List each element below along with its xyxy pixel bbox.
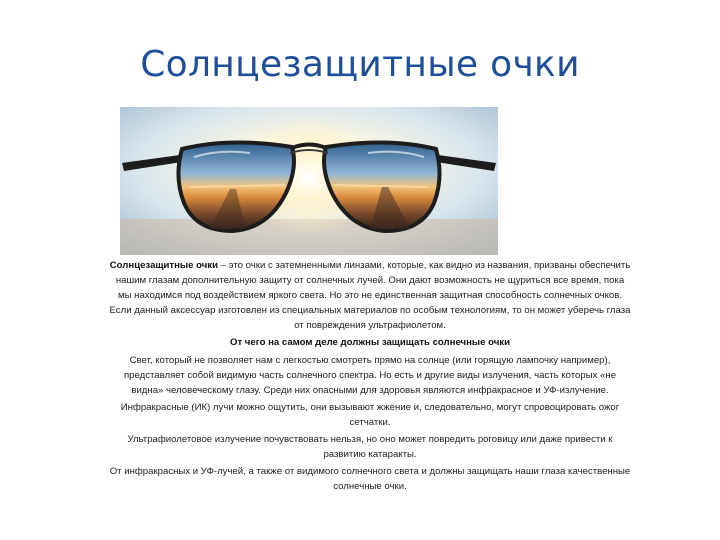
- sunglasses-photo-icon: [120, 107, 498, 255]
- section-subheading: [108, 335, 632, 350]
- intro-paragraph: [108, 258, 632, 333]
- subheading-text: От чего на самом деле должны защищать солнечные очки: [229, 337, 510, 349]
- paragraph-visible-light: Свет, который не позволяет нам с легкостью смотреть прямо на солнце (или горящую лампочку например), представляет собой видимую часть солнечного спектра. Но есть и другие виды излучения, часть которых «не видна» человеческому глазу. Среди них опасными для здоровья являются инфракрасное и УФ-излучение.: [123, 354, 617, 396]
- paragraph-ultraviolet: Ультрафиолетовое излучение почувствовать нельзя, но оно может повредить роговицу или даже привести к развитию катаракты.: [127, 434, 613, 461]
- slide-title: Солнцезащитные очки: [140, 44, 580, 85]
- sunglasses-photo: [120, 107, 498, 255]
- article-body: [108, 258, 632, 496]
- paragraph-infrared: Инфракрасные (ИК) лучи можно ощутить, они вызывают жжение и, следовательно, могут спровоцировать ожог сетчатки.: [120, 401, 620, 428]
- intro-term: Солнцезащитные очки: [109, 260, 218, 271]
- intro-text: – это очки с затемненными линзами, которые, как видно из названия, призваны обеспечить нашим глазам дополнительную защиту от солнечных лучей. Они дают возможность не щуриться все время, пока мы находимся под воздействием яркого света. Но это не единственная защитная способность солнечных очков. Если данный аксессуар изготовлен из специальных материалов по особым технологиям, то он может уберечь глаза от повреждения ультрафиолетом.: [109, 260, 631, 332]
- paragraph-conclusion: От инфракрасных и УФ-лучей, а также от видимого солнечного света и должны защищать наши глаза качественные солнечные очки.: [109, 466, 631, 493]
